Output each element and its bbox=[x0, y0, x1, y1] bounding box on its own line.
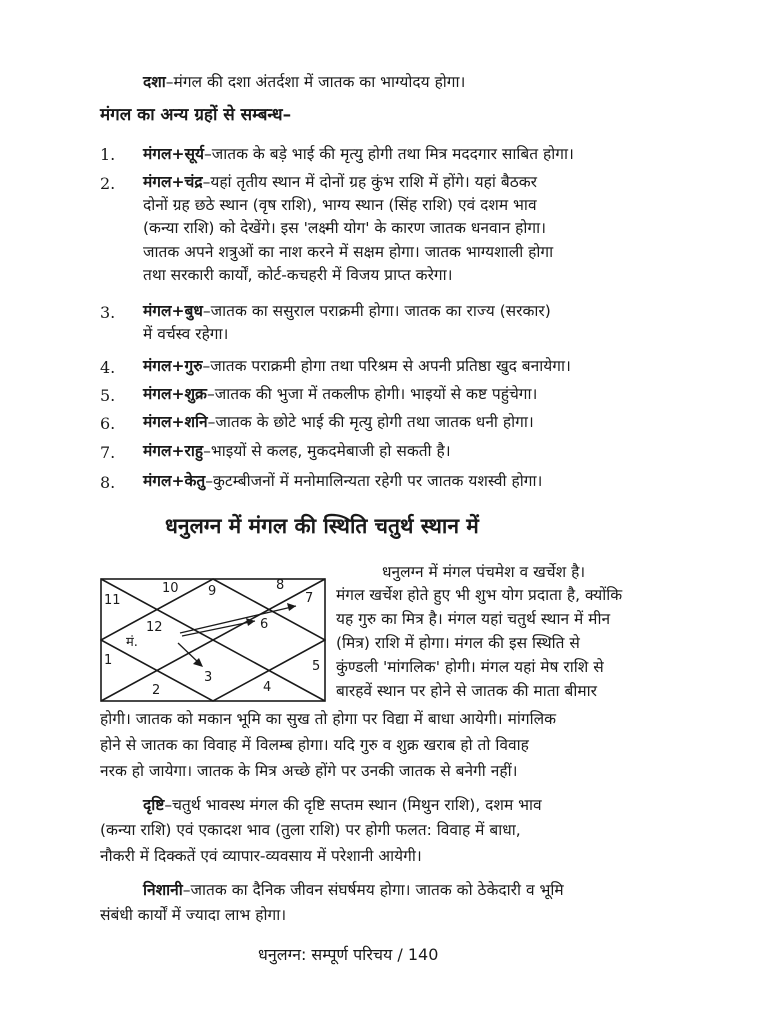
relation-heading: मंगल का अन्य ग्रहों से सम्बन्ध– bbox=[100, 105, 292, 125]
arrow-head-icon bbox=[287, 603, 296, 611]
house-number: 10 bbox=[162, 581, 179, 596]
nishani-line bbox=[143, 880, 564, 900]
item-label: मंगल+शुक्र bbox=[143, 385, 207, 403]
paragraph-line: नरक हो जायेगा। जातक के मित्र अच्छे होंगे पर उनकी जातक से बनेगी नहीं। bbox=[100, 762, 518, 780]
item-number: 5. bbox=[100, 386, 116, 405]
dasha-label: दशा bbox=[143, 73, 166, 91]
item-number: 1. bbox=[100, 145, 116, 164]
house-number: 12 bbox=[146, 620, 163, 635]
item-text: –जातक की भुजा में तकलीफ होगी। भाइयों से कष्ट पहुंचेगा। bbox=[206, 385, 538, 403]
list-item bbox=[143, 412, 534, 432]
item-label: मंगल+केतु bbox=[143, 472, 206, 490]
item-text: (कन्या राशि) को देखेंगे। इस 'लक्ष्मी योग' के कारण जातक धनवान होगा। bbox=[143, 219, 546, 237]
nishani-text: –जातक का दैनिक जीवन संघर्षमय होगा। जातक को ठेकेदारी व भूमि bbox=[182, 881, 564, 899]
house-number: 1 bbox=[104, 653, 113, 668]
dasha-line bbox=[143, 72, 465, 92]
house-number: 6 bbox=[260, 617, 269, 632]
paragraph-line: कुंण्डली 'मांगलिक' होगी। मंगल यहां मेष राशि से bbox=[336, 658, 604, 676]
item-number: 2. bbox=[100, 174, 116, 193]
list-item bbox=[143, 471, 542, 491]
house-number: 9 bbox=[208, 584, 217, 599]
paragraph-line: नौकरी में दिक्कतें एवं व्यापार-व्यवसाय में परेशानी आयेगी। bbox=[100, 847, 422, 865]
item-text: –जातक का ससुराल पराक्रमी होगा। जातक का राज्य (सरकार) bbox=[202, 302, 551, 320]
planet-mars-label: मं. bbox=[126, 635, 138, 650]
paragraph-line: यह गुरु का मित्र है। मंगल यहां चतुर्थ स्थान में मीन bbox=[336, 610, 611, 628]
list-item bbox=[143, 441, 451, 461]
house-number: 3 bbox=[204, 670, 213, 685]
item-text: तथा सरकारी कार्यों, कोर्ट-कचहरी में विजय प्राप्त करेगा। bbox=[143, 266, 453, 284]
item-label: मंगल+सूर्य bbox=[143, 145, 204, 163]
item-number: 3. bbox=[100, 303, 116, 322]
item-text: –जातक के छोटे भाई की मृत्यु होगी तथा जातक धनी होगा। bbox=[207, 413, 534, 431]
item-text: –यहां तृतीय स्थान में दोनों ग्रह कुंभ राशि में होंगे। यहां बैठकर bbox=[202, 173, 537, 191]
item-text: –भाइयों से कलह, मुकदमेबाजी हो सकती है। bbox=[203, 442, 451, 460]
item-number: 7. bbox=[100, 443, 116, 462]
item-text: –जातक पराक्रमी होगा तथा परिश्रम से अपनी प्रतिष्ठा खुद बनायेगा। bbox=[202, 357, 571, 375]
paragraph-line: होगी। जातक को मकान भूमि का सुख तो होगा पर विद्या में बाधा आयेगी। मांगलिक bbox=[100, 710, 557, 728]
house-number: 11 bbox=[104, 593, 121, 608]
list-item bbox=[143, 144, 574, 164]
paragraph-line: होने से जातक का विवाह में विलम्ब होगा। यदि गुरु व शुक्र खराब हो तो विवाह bbox=[100, 736, 529, 754]
paragraph-line: बारहवें स्थान पर होने से जातक की माता बीमार bbox=[336, 682, 597, 700]
item-text: –जातक के बड़े भाई की मृत्यु होगी तथा मित्र मददगार साबित होगा। bbox=[203, 145, 574, 163]
house-number: 2 bbox=[152, 683, 161, 698]
item-label: मंगल+चंद्र bbox=[143, 173, 203, 191]
house-number: 5 bbox=[312, 659, 321, 674]
item-label: मंगल+बुध bbox=[143, 302, 203, 320]
paragraph-line: संबंधी कार्यों में ज्यादा लाभ होगा। bbox=[100, 906, 287, 924]
page-footer: धनुलग्न: सम्पूर्ण परिचय / 140 bbox=[258, 945, 439, 964]
item-label: मंगल+शनि bbox=[143, 413, 208, 431]
item-text: –कुटम्बीजनों में मनोमालिन्यता रहेगी पर जातक यशस्वी होगा। bbox=[205, 472, 543, 490]
drishti-line bbox=[143, 795, 542, 815]
item-text: जातक अपने शत्रुओं का नाश करने में सक्षम होगा। जातक भाग्यशाली होगा bbox=[143, 243, 554, 261]
drishti-text: –चतुर्थ भावस्थ मंगल की दृष्टि सप्तम स्थान (मिथुन राशि), दशम भाव bbox=[164, 796, 542, 814]
item-text: में वर्चस्व रहेगा। bbox=[143, 325, 229, 343]
item-label: मंगल+राहु bbox=[143, 442, 204, 460]
drishti-label: दृष्टि bbox=[143, 796, 165, 814]
list-item bbox=[143, 356, 571, 376]
paragraph-line: मंगल खर्चेश होते हुए भी शुभ योग प्रदाता है, क्योंकि bbox=[336, 586, 623, 604]
paragraph-line: (कन्या राशि) एवं एकादश भाव (तुला राशि) पर होगी फलत: विवाह में बाधा, bbox=[100, 821, 521, 839]
section-title: धनुलग्न में मंगल की स्थिति चतुर्थ स्थान में bbox=[165, 514, 479, 538]
list-item bbox=[143, 301, 551, 321]
nishani-label: निशानी bbox=[143, 881, 183, 899]
house-number: 8 bbox=[276, 578, 285, 593]
list-item bbox=[143, 172, 537, 192]
item-text: दोनों ग्रह छठे स्थान (वृष राशि), भाग्य स्थान (सिंह राशि) एवं दशम भाव bbox=[143, 196, 537, 214]
horoscope-chart bbox=[100, 578, 326, 702]
item-number: 8. bbox=[100, 473, 116, 492]
item-number: 6. bbox=[100, 414, 116, 433]
paragraph-line: (मित्र) राशि में होगा। मंगल की इस स्थिति से bbox=[336, 634, 580, 652]
list-item bbox=[143, 384, 537, 404]
house-number: 7 bbox=[305, 591, 314, 606]
dasha-text: –मंगल की दशा अंतर्दशा में जातक का भाग्योदय होगा। bbox=[165, 73, 466, 91]
house-number: 4 bbox=[263, 680, 272, 695]
aspect-arrow-7 bbox=[180, 606, 296, 633]
paragraph-line: धनुलग्न में मंगल पंचमेश व खर्चेश है। bbox=[382, 563, 586, 581]
item-label: मंगल+गुरु bbox=[143, 357, 203, 375]
item-number: 4. bbox=[100, 358, 116, 377]
